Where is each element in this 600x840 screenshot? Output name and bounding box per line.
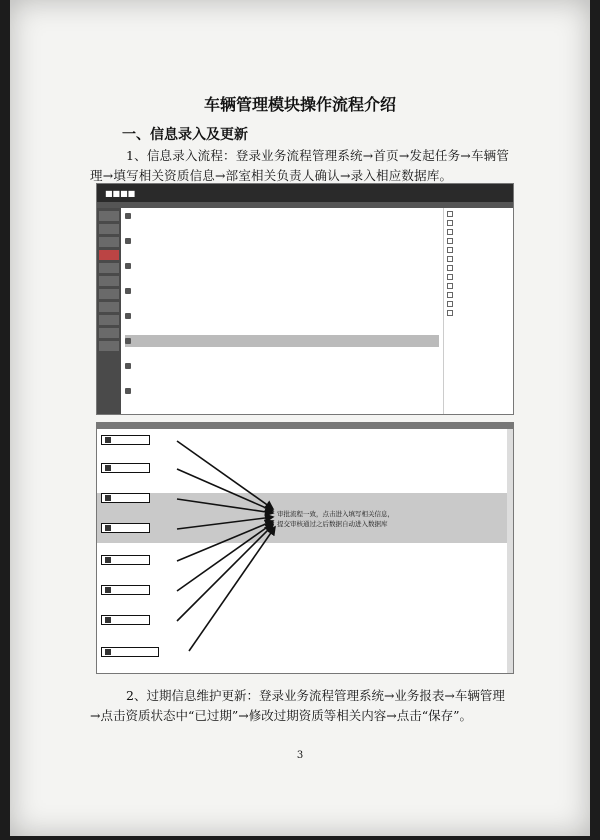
list-item-sub xyxy=(125,299,439,308)
document-icon xyxy=(125,263,131,269)
document-icon xyxy=(125,388,131,394)
section-heading: 一、信息录入及更新 xyxy=(122,127,248,143)
list-item xyxy=(125,285,439,297)
page-number: 3 xyxy=(296,750,304,761)
document-title: 车辆管理模块操作流程介绍 xyxy=(203,95,396,114)
annotation-line-2: 提交审核通过之后数据自动进入数据库 xyxy=(277,520,388,528)
category-item xyxy=(447,309,511,316)
category-panel xyxy=(443,208,514,414)
arrow xyxy=(177,523,273,591)
category-item xyxy=(447,246,511,253)
list-item xyxy=(125,385,439,397)
paragraph-entry-flow: 1、信息录入流程：登录业务流程管理系统→首页→发起任务→车辆管理→填写相关资质信息→部室相关负责人确认→录入相应数据库。 xyxy=(90,148,510,183)
list-item-sub xyxy=(125,324,439,333)
category-item xyxy=(447,264,511,271)
app-header xyxy=(97,184,513,202)
document-icon xyxy=(125,338,131,344)
sidebar-item xyxy=(99,315,119,325)
sidebar-item xyxy=(99,341,119,351)
document-icon xyxy=(125,363,131,369)
arrow xyxy=(177,499,273,513)
app-logo: ■■■■ xyxy=(105,188,136,198)
paragraph-update-flow: 2、过期信息维护更新：登录业务流程管理系统→业务报表→车辆管理→点击资质状态中“已过期”→修改过期资质等相关内容→点击“保存”。 xyxy=(90,688,505,723)
sidebar-item xyxy=(99,302,119,312)
document-icon xyxy=(125,213,131,219)
category-item xyxy=(447,255,511,262)
sidebar-item xyxy=(99,263,119,273)
category-item xyxy=(447,210,511,217)
sidebar-item xyxy=(99,289,119,299)
category-item xyxy=(447,300,511,307)
list-item-highlighted xyxy=(125,335,439,347)
arrow xyxy=(177,525,273,621)
system-screenshot-2 xyxy=(96,422,514,674)
annotation-line-1: 审批流程一致，点击进入填写相关信息， xyxy=(277,510,394,518)
category-item xyxy=(447,282,511,289)
list-item xyxy=(125,260,439,272)
document-icon xyxy=(125,313,131,319)
arrow xyxy=(189,527,275,651)
sidebar-item xyxy=(99,211,119,221)
document-icon xyxy=(125,238,131,244)
sidebar-item xyxy=(99,237,119,247)
list-item-sub xyxy=(125,349,439,358)
arrow-overlay xyxy=(97,423,513,673)
category-item xyxy=(447,291,511,298)
category-item xyxy=(447,219,511,226)
list-item-sub xyxy=(125,249,439,258)
category-item xyxy=(447,273,511,280)
list-item xyxy=(125,310,439,322)
annotation-note xyxy=(277,509,394,529)
document-icon xyxy=(125,288,131,294)
list-item-sub xyxy=(125,374,439,383)
sidebar xyxy=(97,208,121,414)
list-item xyxy=(125,210,439,222)
list-item-sub xyxy=(125,224,439,233)
category-item xyxy=(447,237,511,244)
sidebar-item-active xyxy=(99,250,119,260)
sidebar-item xyxy=(99,276,119,286)
list-item xyxy=(125,235,439,247)
category-item xyxy=(447,228,511,235)
list-item-sub xyxy=(125,274,439,283)
list-item xyxy=(125,360,439,372)
sidebar-item xyxy=(99,224,119,234)
system-screenshot-1 xyxy=(96,183,514,415)
sidebar-item xyxy=(99,328,119,338)
task-list xyxy=(121,208,443,414)
